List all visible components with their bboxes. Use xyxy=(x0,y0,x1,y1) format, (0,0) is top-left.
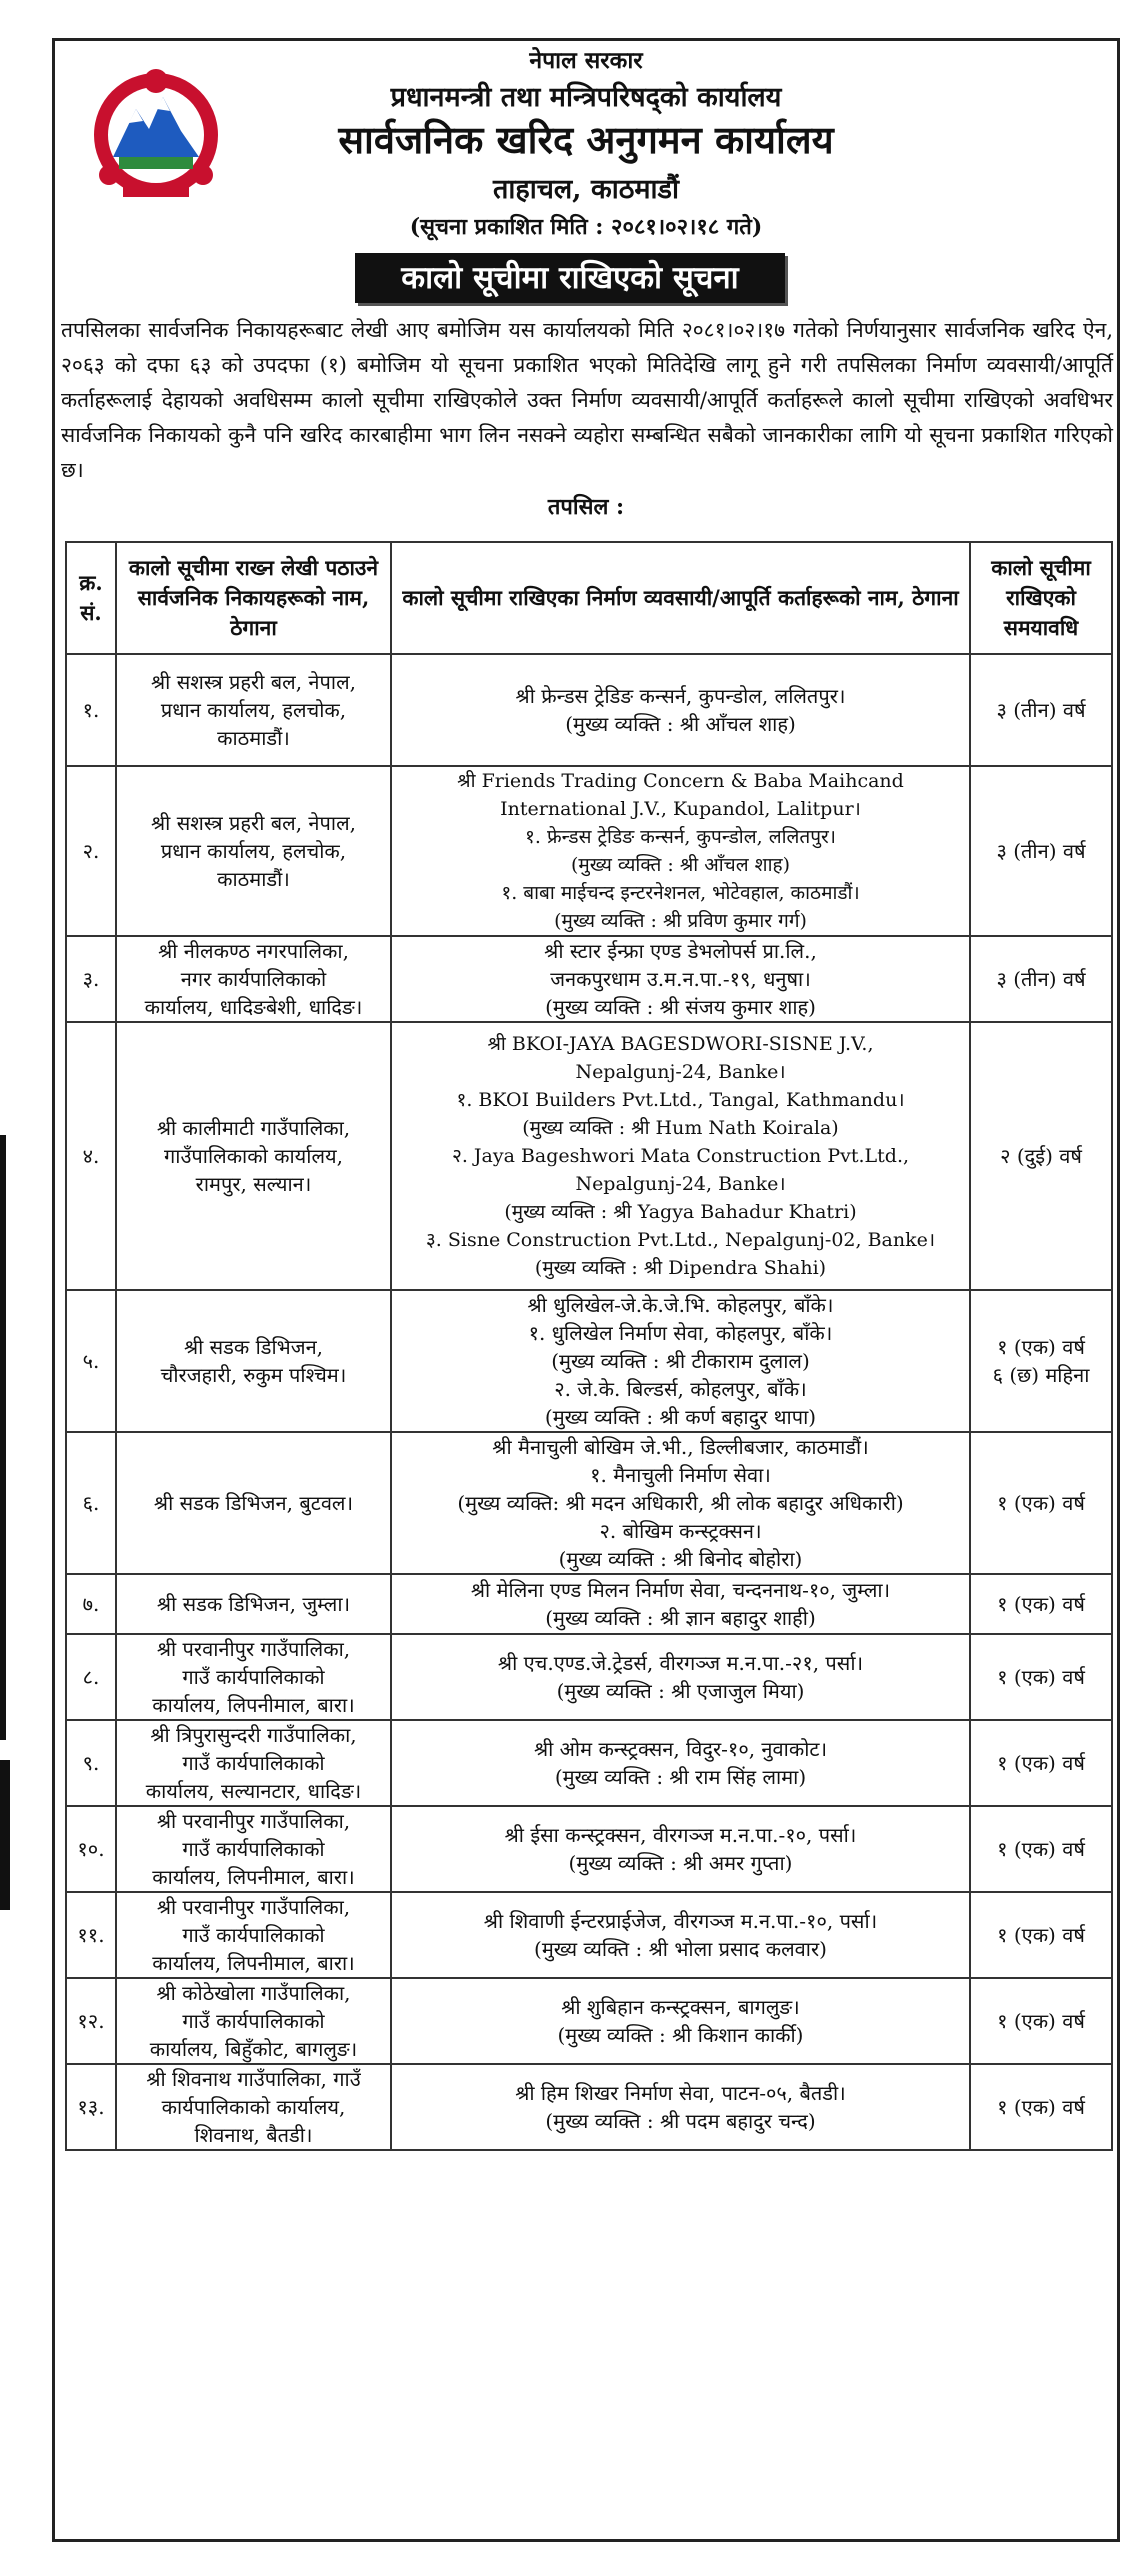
firm-line: (मुख्य व्यक्ति : श्री ज्ञान बहादुर शाही) xyxy=(545,1606,816,1630)
cell-sn: ३. xyxy=(66,936,116,1022)
cell-firm xyxy=(391,1290,970,1432)
table-row xyxy=(66,1022,1112,1290)
table-row xyxy=(66,936,1112,1022)
cell-sn: २. xyxy=(66,766,116,936)
public-body-line: गाउँ कार्यपालिकाको xyxy=(182,1923,325,1947)
cell-public-body xyxy=(116,766,391,936)
firm-line: (मुख्य व्यक्ति : श्री भोला प्रसाद कलवार) xyxy=(534,1937,827,1961)
firm-line: (मुख्य व्यक्ति : श्री संजय कुमार शाह) xyxy=(545,995,816,1019)
period xyxy=(975,1489,1107,1517)
period-line: ३ (तीन) वर्ष xyxy=(996,698,1086,722)
firm-line: (मुख्य व्यक्ति : श्री आँचल शाह) xyxy=(570,854,791,876)
table-row xyxy=(66,1978,1112,2064)
cell-firm xyxy=(391,1432,970,1574)
public-body-line: कार्यालय, लिपनीमाल, बारा। xyxy=(152,1951,355,1975)
public-body-line: गाउँ कार्यपालिकाको xyxy=(182,1751,325,1775)
cell-public-body xyxy=(116,1290,391,1432)
cell-period xyxy=(970,766,1112,936)
firm xyxy=(396,937,965,1021)
cell-public-body xyxy=(116,1978,391,2064)
firm-line: श्री एच.एण्ड.जे.ट्रेडर्स, वीरगञ्ज म.न.पा.-२१, पर्सा। xyxy=(497,1651,864,1675)
firm-line: १. BKOI Builders Pvt.Ltd., Tangal, Kathmandu। xyxy=(456,1089,905,1111)
period xyxy=(975,1590,1107,1618)
header-period: कालो सूचीमा राखिएको समयावधि xyxy=(970,542,1112,654)
period-line: १ (एक) वर्ष xyxy=(997,2095,1085,2119)
notice-title: कालो सूचीमा राखिएको सूचना xyxy=(355,253,785,303)
firm xyxy=(396,1576,965,1632)
public-body xyxy=(121,1979,386,2063)
margin-rule xyxy=(0,1760,10,1910)
firm-line: १. फ्रेन्डस ट्रेडिङ कन्सर्न, कुपन्डोल, ललितपुर। xyxy=(525,826,836,848)
table-row xyxy=(66,654,1112,766)
public-body-line: श्री परवानीपुर गाउँपालिका, xyxy=(156,1895,351,1919)
intro-paragraph: तपसिलका सार्वजनिक निकायहरूबाट लेखी आए बमोजिम यस कार्यालयको मिति २०८१।०२।१७ गतेको निर्णयानुसार सार्वजनिक खरिद ऐन, २०६३ को दफा ६३ को उपदफा (१) बमोजिम यो सूचना प्रकाशित भएको मितिदेखि लागू हुने गरी तपसिलका निर्माण व्यवसायी/आपूर्ति कर्ताहरूलाई देहायको अवधिसम्म कालो सूचीमा राखिएकोले उक्त निर्माण व्यवसायी/आपूर्ति कर्ताहरूले कालो सूचीमा राखिएको अवधिभर सार्वजनिक निकायको कुनै पनि खरिद कारबाहीमा भाग लिन नसक्ने व्यहोरा सम्बन्धित सबैको जानकारीका लागि यो सूचना प्रकाशित गरिएको छ। xyxy=(61,318,1113,482)
firm-line: श्री ओम कन्स्ट्रक्सन, विदुर-१०, नुवाकोट। xyxy=(533,1737,828,1761)
header-sn: क्र. सं. xyxy=(66,542,116,654)
header-firm: कालो सूचीमा राखिएका निर्माण व्यवसायी/आपूर्ति कर्ताहरूको नाम, ठेगाना xyxy=(391,542,970,654)
cell-public-body xyxy=(116,1022,391,1290)
cell-public-body xyxy=(116,1432,391,1574)
public-body xyxy=(121,1893,386,1977)
period-line: ६ (छ) महिना xyxy=(992,1363,1090,1387)
firm-line: २. जे.के. बिल्डर्स, कोहलपुर, बाँके। xyxy=(554,1377,807,1401)
cell-firm xyxy=(391,1720,970,1806)
cell-sn: ५. xyxy=(66,1290,116,1432)
public-body-line: काठमाडौं। xyxy=(217,867,290,891)
public-body-line: श्री परवानीपुर गाउँपालिका, xyxy=(156,1637,351,1661)
period-line: १ (एक) वर्ष xyxy=(997,1751,1085,1775)
public-body xyxy=(121,1489,386,1517)
firm xyxy=(396,1907,965,1963)
firm-line: (मुख्य व्यक्ति : श्री राम सिंह लामा) xyxy=(554,1765,807,1789)
period xyxy=(975,696,1107,724)
firm-line: जनकपुरधाम उ.म.न.पा.-१९, धनुषा। xyxy=(550,967,811,991)
published-date: (सूचना प्रकाशित मिति : २०८१।०२।१८ गते) xyxy=(409,214,763,240)
cell-period xyxy=(970,1720,1112,1806)
cell-firm xyxy=(391,1892,970,1978)
firm xyxy=(396,1649,965,1705)
period xyxy=(975,1835,1107,1863)
firm-line: Nepalgunj-24, Banke। xyxy=(575,1061,786,1083)
cell-firm xyxy=(391,1978,970,2064)
firm-line: ३. Sisne Construction Pvt.Ltd., Nepalgunj-02, Banke। xyxy=(425,1229,936,1251)
period xyxy=(975,1663,1107,1691)
table-row xyxy=(66,1892,1112,1978)
public-body-line: श्री सशस्त्र प्रहरी बल, नेपाल, xyxy=(151,811,356,835)
public-body-line: श्री सडक डिभिजन, जुम्ला। xyxy=(156,1592,351,1616)
period-line: २ (दुई) वर्ष xyxy=(1000,1144,1082,1168)
firm xyxy=(396,1821,965,1877)
table-row xyxy=(66,1290,1112,1432)
period xyxy=(975,965,1107,993)
period xyxy=(975,2093,1107,2121)
firm xyxy=(396,1993,965,2049)
public-body-line: श्री कालीमाटी गाउँपालिका, xyxy=(156,1116,351,1140)
firm-line: (मुख्य व्यक्ति : श्री बिनोद बोहोरा) xyxy=(558,1547,803,1571)
cell-period xyxy=(970,1634,1112,1720)
cell-public-body xyxy=(116,2064,391,2150)
period xyxy=(975,2007,1107,2035)
firm-line: २. बोखिम कन्स्ट्रक्सन। xyxy=(599,1519,762,1543)
public-body xyxy=(121,2065,386,2149)
firm-line: (मुख्य व्यक्ति : श्री पदम बहादुर चन्द) xyxy=(545,2109,816,2133)
public-body xyxy=(121,937,386,1021)
cell-sn: १०. xyxy=(66,1806,116,1892)
firm-line: श्री शिवाणी ईन्टरप्राईजेज, वीरगञ्ज म.न.पा.-१०, पर्सा। xyxy=(483,1909,878,1933)
cell-firm xyxy=(391,1022,970,1290)
public-body xyxy=(121,1590,386,1618)
public-body-line: कार्यालय, लिपनीमाल, बारा। xyxy=(152,1865,355,1889)
header-public-body: कालो सूचीमा राख्न लेखी पठाउने सार्वजनिक निकायहरूको नाम, ठेगाना xyxy=(116,542,391,654)
cell-public-body xyxy=(116,654,391,766)
public-body-line: गाउँ कार्यपालिकाको xyxy=(182,1665,325,1689)
margin-rule xyxy=(0,1135,6,1740)
firm xyxy=(396,767,965,935)
table-row xyxy=(66,1432,1112,1574)
cell-sn: ९. xyxy=(66,1720,116,1806)
table-row xyxy=(66,766,1112,936)
firm xyxy=(396,682,965,738)
public-body xyxy=(121,1333,386,1389)
table-header-row xyxy=(66,542,1112,654)
public-body-line: नगर कार्यपालिकाको xyxy=(180,967,327,991)
cell-period xyxy=(970,1978,1112,2064)
firm-line: (मुख्य व्यक्ति: श्री मदन अधिकारी, श्री लोक बहादुर अधिकारी) xyxy=(457,1491,904,1515)
office-address: ताहाचल, काठमाडौं xyxy=(493,174,679,205)
cell-public-body xyxy=(116,1892,391,1978)
public-body-line: शिवनाथ, बैतडी। xyxy=(194,2123,313,2147)
period-line: १ (एक) वर्ष xyxy=(997,1491,1085,1515)
public-body-line: रामपुर, सल्यान। xyxy=(195,1172,312,1196)
firm-line: (मुख्य व्यक्ति : श्री अमर गुप्ता) xyxy=(568,1851,793,1875)
cell-sn: ४. xyxy=(66,1022,116,1290)
cell-public-body xyxy=(116,936,391,1022)
cell-sn: १. xyxy=(66,654,116,766)
cell-period xyxy=(970,1574,1112,1634)
public-body xyxy=(121,1721,386,1805)
period xyxy=(975,1333,1107,1389)
blacklist-table xyxy=(65,541,1113,2151)
firm-line: (मुख्य व्यक्ति : श्री Dipendra Shahi) xyxy=(534,1257,827,1279)
office-title: सार्वजनिक खरिद अनुगमन कार्यालय xyxy=(338,117,834,162)
cell-period xyxy=(970,936,1112,1022)
public-body-line: काठमाडौं। xyxy=(217,726,290,750)
public-body-line: श्री परवानीपुर गाउँपालिका, xyxy=(156,1809,351,1833)
cell-firm xyxy=(391,1806,970,1892)
public-body-line: कार्यालय, धादिङबेशी, धादिङ। xyxy=(144,995,363,1019)
firm-line: (मुख्य व्यक्ति : श्री आँचल शाह) xyxy=(565,712,796,736)
public-body-line: श्री सडक डिभिजन, xyxy=(183,1335,324,1359)
firm xyxy=(396,2079,965,2135)
public-body-line: गाउँ कार्यपालिकाको xyxy=(182,1837,325,1861)
firm-line: Nepalgunj-24, Banke। xyxy=(575,1173,786,1195)
table-row xyxy=(66,1574,1112,1634)
cell-period xyxy=(970,1892,1112,1978)
firm-line: श्री हिम शिखर निर्माण सेवा, पाटन-०५, बैतडी। xyxy=(515,2081,846,2105)
public-body-line: श्री सशस्त्र प्रहरी बल, नेपाल, xyxy=(151,670,356,694)
firm-line: २. Jaya Bageshwori Mata Construction Pvt.Ltd., xyxy=(451,1145,910,1167)
schedule-heading: तपसिल : xyxy=(547,494,625,520)
firm-line: श्री मेलिना एण्ड मिलन निर्माण सेवा, चन्दननाथ-१०, जुम्ला। xyxy=(470,1578,891,1602)
table-row xyxy=(66,1634,1112,1720)
government-label: नेपाल सरकार xyxy=(529,47,643,74)
cell-firm xyxy=(391,1574,970,1634)
period-line: १ (एक) वर्ष xyxy=(997,1923,1085,1947)
cell-period xyxy=(970,2064,1112,2150)
cell-public-body xyxy=(116,1574,391,1634)
cell-sn: ११. xyxy=(66,1892,116,1978)
firm xyxy=(396,1030,965,1282)
public-body-line: कार्यालय, सल्यानटार, धादिङ। xyxy=(145,1779,362,1803)
public-body-line: गाउँपालिकाको कार्यालय, xyxy=(164,1144,343,1168)
public-body xyxy=(121,1807,386,1891)
public-body-line: श्री नीलकण्ठ नगरपालिका, xyxy=(158,939,349,963)
public-body xyxy=(121,1114,386,1198)
firm-line: (मुख्य व्यक्ति : श्री एजाजुल मिया) xyxy=(556,1679,805,1703)
cell-period xyxy=(970,1432,1112,1574)
public-body-line: श्री त्रिपुरासुन्दरी गाउँपालिका, xyxy=(150,1723,357,1747)
cell-firm xyxy=(391,1634,970,1720)
public-body xyxy=(121,1635,386,1719)
period xyxy=(975,1749,1107,1777)
period xyxy=(975,1921,1107,1949)
public-body-line: श्री शिवनाथ गाउँपालिका, गाउँ xyxy=(146,2067,361,2091)
cell-sn: ७. xyxy=(66,1574,116,1634)
public-body-line: चौरजहारी, रुकुम पश्चिम। xyxy=(160,1363,347,1387)
cell-public-body xyxy=(116,1720,391,1806)
cell-sn: १३. xyxy=(66,2064,116,2150)
firm-line: श्री फ्रेन्डस ट्रेडिङ कन्सर्न, कुपन्डोल, ललितपुर। xyxy=(515,684,846,708)
firm-line: १. मैनाचुली निर्माण सेवा। xyxy=(590,1463,771,1487)
public-body xyxy=(121,668,386,752)
firm-line: International J.V., Kupandol, Lalitpur। xyxy=(500,798,861,820)
period xyxy=(975,1142,1107,1170)
public-body-line: कार्यपालिकाको कार्यालय, xyxy=(161,2095,346,2119)
parent-office: प्रधानमन्त्री तथा मन्त्रिपरिषद्को कार्यालय xyxy=(390,82,782,113)
table-row xyxy=(66,1806,1112,1892)
firm xyxy=(396,1291,965,1431)
firm-line: श्री स्टार ईन्फ्रा एण्ड डेभलोपर्स प्रा.लि., xyxy=(544,939,817,963)
public-body-line: श्री कोठेखोला गाउँपालिका, xyxy=(156,1981,351,2005)
cell-public-body xyxy=(116,1634,391,1720)
period xyxy=(975,837,1107,865)
cell-sn: ६. xyxy=(66,1432,116,1574)
period-line: ३ (तीन) वर्ष xyxy=(996,967,1086,991)
period-line: १ (एक) वर्ष xyxy=(997,1592,1085,1616)
period-line: १ (एक) वर्ष xyxy=(997,1665,1085,1689)
firm-line: (मुख्य व्यक्ति : श्री कर्ण बहादुर थापा) xyxy=(544,1405,817,1429)
firm-line: (मुख्य व्यक्ति : श्री Yagya Bahadur Khatri) xyxy=(504,1201,857,1223)
firm xyxy=(396,1433,965,1573)
firm-line: श्री धुलिखेल-जे.के.जे.भि. कोहलपुर, बाँके। xyxy=(527,1293,834,1317)
period-line: १ (एक) वर्ष xyxy=(997,2009,1085,2033)
period-line: ३ (तीन) वर्ष xyxy=(996,839,1086,863)
firm-line: श्री मैनाचुली बोखिम जे.भी., डिल्लीबजार, काठमाडौं। xyxy=(492,1435,869,1459)
public-body-line: कार्यालय, बिहुँकोट, बागलुङ। xyxy=(149,2037,358,2061)
cell-firm xyxy=(391,936,970,1022)
firm-line: श्री Friends Trading Concern & Baba Maihcand xyxy=(457,770,904,792)
table-row xyxy=(66,1720,1112,1806)
cell-period xyxy=(970,1290,1112,1432)
firm-line: (मुख्य व्यक्ति : श्री प्रविण कुमार गर्ग) xyxy=(554,910,807,932)
notice-frame xyxy=(52,38,1120,2542)
cell-period xyxy=(970,1806,1112,1892)
cell-firm xyxy=(391,2064,970,2150)
firm-line: (मुख्य व्यक्ति : श्री किशान कार्की) xyxy=(557,2023,804,2047)
cell-sn: ८. xyxy=(66,1634,116,1720)
public-body-line: प्रधान कार्यालय, हलचोक, xyxy=(160,698,347,722)
firm-line: श्री ईसा कन्स्ट्रक्सन, वीरगञ्ज म.न.पा.-१०, पर्सा। xyxy=(504,1823,857,1847)
cell-firm xyxy=(391,766,970,936)
public-body-line: गाउँ कार्यपालिकाको xyxy=(182,2009,325,2033)
table-row xyxy=(66,2064,1112,2150)
public-body-line: श्री सडक डिभिजन, बुटवल। xyxy=(153,1491,354,1515)
public-body xyxy=(121,809,386,893)
firm-line: १. धुलिखेल निर्माण सेवा, कोहलपुर, बाँके। xyxy=(528,1321,833,1345)
cell-sn: १२. xyxy=(66,1978,116,2064)
firm xyxy=(396,1735,965,1791)
firm-line: श्री BKOI-JAYA BAGESDWORI-SISNE J.V., xyxy=(487,1033,874,1055)
cell-period xyxy=(970,1022,1112,1290)
public-body-line: प्रधान कार्यालय, हलचोक, xyxy=(160,839,347,863)
cell-firm xyxy=(391,654,970,766)
firm-line: (मुख्य व्यक्ति : श्री Hum Nath Koirala) xyxy=(522,1117,839,1139)
firm-line: श्री शुबिहान कन्स्ट्रक्सन, बागलुङ। xyxy=(561,1995,800,2019)
cell-public-body xyxy=(116,1806,391,1892)
firm-line: (मुख्य व्यक्ति : श्री टीकाराम दुलाल) xyxy=(551,1349,810,1373)
period-line: १ (एक) वर्ष xyxy=(997,1837,1085,1861)
period-line: १ (एक) वर्ष xyxy=(997,1335,1085,1359)
cell-period xyxy=(970,654,1112,766)
firm-line: १. बाबा माईचन्द इन्टरनेशनल, भोटेवहाल, काठमाडौं। xyxy=(501,882,860,904)
public-body-line: कार्यालय, लिपनीमाल, बारा। xyxy=(152,1693,355,1717)
